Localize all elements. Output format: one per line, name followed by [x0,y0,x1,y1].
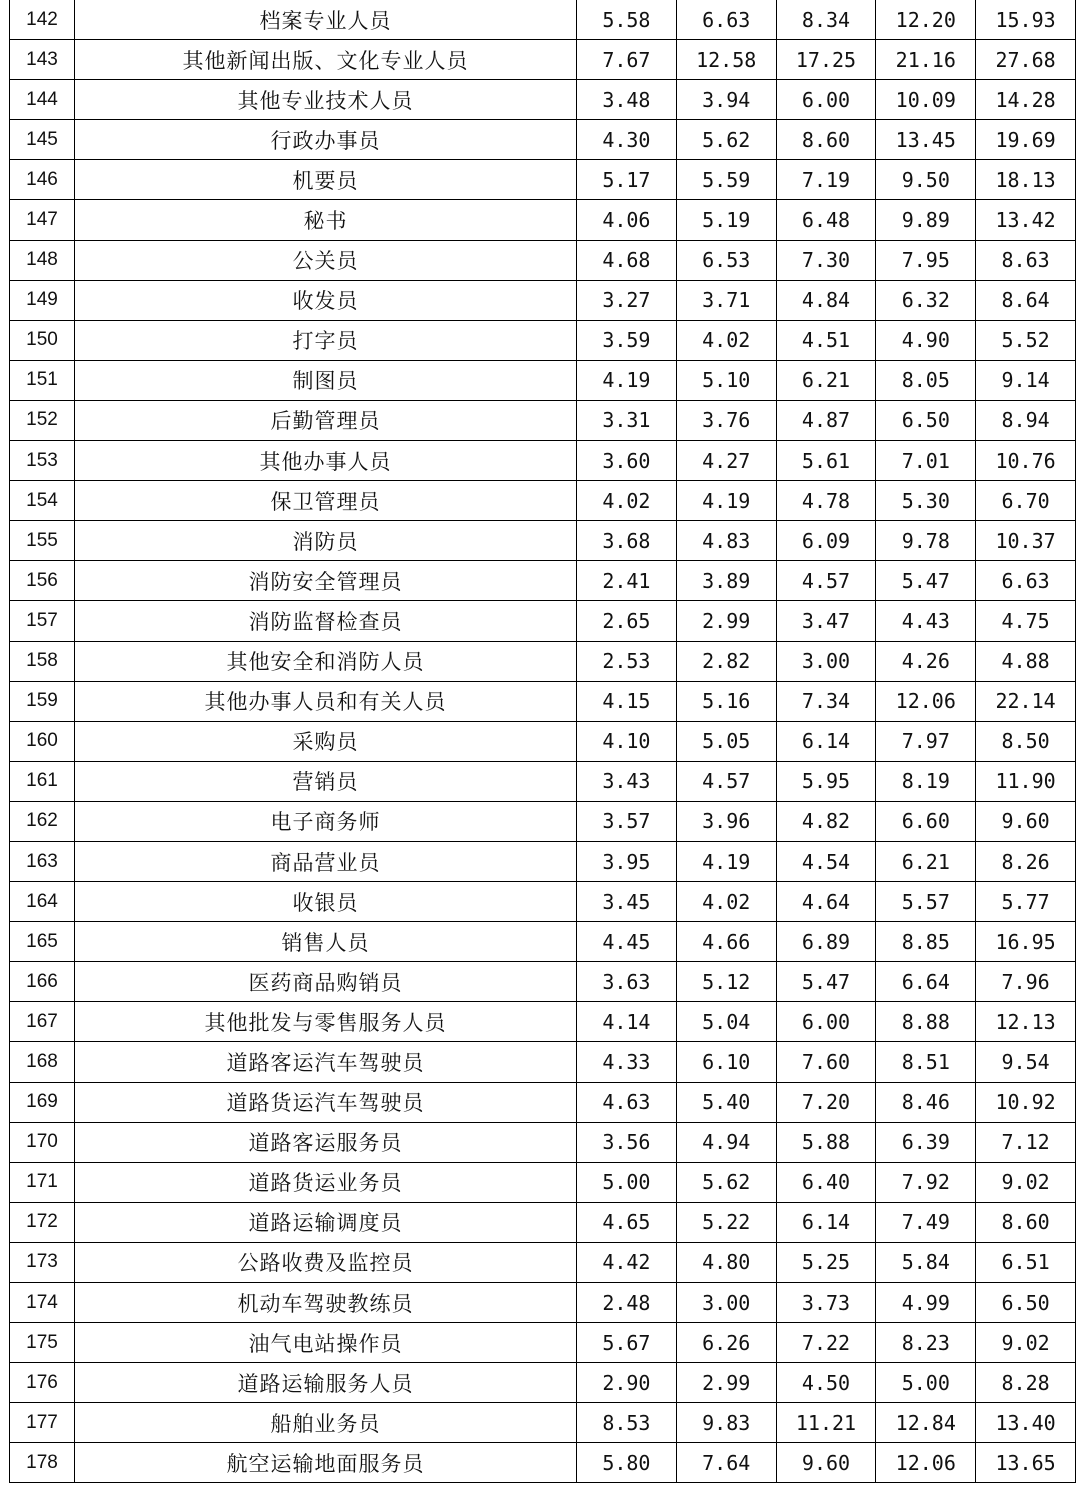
table-body [10,0,1076,1483]
value-cell-4: 5.00 [876,1363,976,1403]
value-cell-2: 3.00 [676,1283,776,1323]
value-cell-5: 7.96 [976,962,1076,1002]
value-cell-3: 6.14 [776,1202,876,1242]
value-cell-1: 4.14 [577,1002,677,1042]
value-cell-1: 4.19 [577,360,677,400]
value-cell-2: 7.64 [676,1443,776,1483]
value-cell-1: 4.15 [577,681,677,721]
value-cell-2: 5.10 [676,360,776,400]
value-cell-5: 4.88 [976,641,1076,681]
row-number: 157 [10,601,75,641]
value-cell-1: 4.33 [577,1042,677,1082]
value-cell-1: 5.80 [577,1443,677,1483]
value-cell-4: 12.84 [876,1403,976,1443]
table-row [10,1323,1076,1363]
value-cell-3: 6.40 [776,1162,876,1202]
value-cell-5: 8.64 [976,280,1076,320]
row-number: 171 [10,1162,75,1202]
value-cell-4: 4.90 [876,320,976,360]
value-cell-5: 12.13 [976,1002,1076,1042]
occupation-name: 收发员 [75,280,577,320]
value-cell-3: 9.60 [776,1443,876,1483]
value-cell-4: 7.01 [876,441,976,481]
row-number: 148 [10,240,75,280]
value-cell-5: 27.68 [976,40,1076,80]
value-cell-4: 6.50 [876,400,976,440]
value-cell-5: 11.90 [976,761,1076,801]
value-cell-4: 8.88 [876,1002,976,1042]
occupation-name: 电子商务师 [75,801,577,841]
value-cell-1: 7.67 [577,40,677,80]
value-cell-5: 13.65 [976,1443,1076,1483]
value-cell-1: 4.06 [577,200,677,240]
value-cell-1: 5.67 [577,1323,677,1363]
row-number: 153 [10,441,75,481]
occupation-name: 船舶业务员 [75,1403,577,1443]
value-cell-1: 3.68 [577,521,677,561]
value-cell-4: 7.97 [876,721,976,761]
value-cell-1: 3.43 [577,761,677,801]
occupation-name: 消防监督检查员 [75,601,577,641]
value-cell-3: 17.25 [776,40,876,80]
value-cell-4: 5.47 [876,561,976,601]
value-cell-2: 4.66 [676,922,776,962]
value-cell-4: 6.64 [876,962,976,1002]
occupation-name: 其他安全和消防人员 [75,641,577,681]
value-cell-1: 2.90 [577,1363,677,1403]
value-cell-3: 6.21 [776,360,876,400]
value-cell-5: 8.50 [976,721,1076,761]
occupation-name: 其他专业技术人员 [75,80,577,120]
value-cell-4: 6.39 [876,1122,976,1162]
row-number: 147 [10,200,75,240]
value-cell-3: 5.95 [776,761,876,801]
occupation-name: 其他办事人员和有关人员 [75,681,577,721]
value-cell-1: 8.53 [577,1403,677,1443]
row-number: 178 [10,1443,75,1483]
value-cell-2: 4.94 [676,1122,776,1162]
value-cell-4: 9.89 [876,200,976,240]
occupation-name: 道路货运汽车驾驶员 [75,1082,577,1122]
occupation-name: 油气电站操作员 [75,1323,577,1363]
value-cell-2: 5.22 [676,1202,776,1242]
row-number: 168 [10,1042,75,1082]
table-row [10,360,1076,400]
value-cell-4: 13.45 [876,120,976,160]
value-cell-2: 5.16 [676,681,776,721]
occupation-name: 医药商品购销员 [75,962,577,1002]
value-cell-1: 4.63 [577,1082,677,1122]
occupation-name: 后勤管理员 [75,400,577,440]
value-cell-2: 12.58 [676,40,776,80]
row-number: 165 [10,922,75,962]
row-number: 166 [10,962,75,1002]
table-row [10,561,1076,601]
value-cell-1: 5.58 [577,0,677,40]
value-cell-5: 22.14 [976,681,1076,721]
table-row [10,922,1076,962]
occupation-name: 其他办事人员 [75,441,577,481]
row-number: 176 [10,1363,75,1403]
value-cell-2: 5.62 [676,1162,776,1202]
value-cell-3: 8.60 [776,120,876,160]
row-number: 167 [10,1002,75,1042]
value-cell-5: 8.94 [976,400,1076,440]
table-row [10,1443,1076,1483]
table-row [10,641,1076,681]
value-cell-1: 3.57 [577,801,677,841]
value-cell-3: 4.51 [776,320,876,360]
value-cell-4: 8.23 [876,1323,976,1363]
table-row [10,1363,1076,1403]
row-number: 177 [10,1403,75,1443]
value-cell-1: 2.65 [577,601,677,641]
value-cell-1: 4.45 [577,922,677,962]
value-cell-2: 9.83 [676,1403,776,1443]
table-row [10,280,1076,320]
value-cell-5: 16.95 [976,922,1076,962]
value-cell-2: 4.19 [676,481,776,521]
value-cell-5: 9.02 [976,1323,1076,1363]
occupation-name: 公路收费及监控员 [75,1242,577,1282]
value-cell-2: 5.19 [676,200,776,240]
row-number: 162 [10,801,75,841]
value-cell-3: 6.14 [776,721,876,761]
value-cell-5: 5.52 [976,320,1076,360]
value-cell-3: 7.30 [776,240,876,280]
value-cell-3: 4.84 [776,280,876,320]
value-cell-5: 14.28 [976,80,1076,120]
table-row [10,160,1076,200]
value-cell-3: 4.78 [776,481,876,521]
value-cell-2: 5.62 [676,120,776,160]
value-cell-5: 9.02 [976,1162,1076,1202]
table-row [10,0,1076,40]
data-table [9,0,1076,1483]
value-cell-5: 13.42 [976,200,1076,240]
table-row [10,521,1076,561]
value-cell-3: 8.34 [776,0,876,40]
occupation-wage-table [9,0,1075,1483]
occupation-name: 采购员 [75,721,577,761]
occupation-name: 道路客运服务员 [75,1122,577,1162]
value-cell-2: 5.04 [676,1002,776,1042]
table-row [10,1122,1076,1162]
value-cell-3: 6.89 [776,922,876,962]
value-cell-3: 3.73 [776,1283,876,1323]
value-cell-3: 6.00 [776,1002,876,1042]
value-cell-2: 6.53 [676,240,776,280]
value-cell-2: 4.02 [676,320,776,360]
value-cell-4: 8.85 [876,922,976,962]
table-row [10,681,1076,721]
value-cell-1: 2.41 [577,561,677,601]
value-cell-5: 18.13 [976,160,1076,200]
occupation-name: 保卫管理员 [75,481,577,521]
value-cell-1: 3.60 [577,441,677,481]
value-cell-4: 6.32 [876,280,976,320]
value-cell-3: 4.87 [776,400,876,440]
value-cell-2: 5.40 [676,1082,776,1122]
value-cell-5: 9.14 [976,360,1076,400]
value-cell-3: 4.64 [776,882,876,922]
value-cell-2: 3.89 [676,561,776,601]
occupation-name: 销售人员 [75,922,577,962]
table-row [10,40,1076,80]
row-number: 156 [10,561,75,601]
value-cell-1: 4.02 [577,481,677,521]
table-row [10,882,1076,922]
value-cell-4: 8.51 [876,1042,976,1082]
row-number: 175 [10,1323,75,1363]
value-cell-5: 9.54 [976,1042,1076,1082]
row-number: 158 [10,641,75,681]
occupation-name: 行政办事员 [75,120,577,160]
value-cell-5: 4.75 [976,601,1076,641]
row-number: 149 [10,280,75,320]
value-cell-5: 6.50 [976,1283,1076,1323]
row-number: 163 [10,841,75,881]
table-row [10,1082,1076,1122]
table-row [10,240,1076,280]
occupation-name: 收银员 [75,882,577,922]
occupation-name: 公关员 [75,240,577,280]
value-cell-4: 12.06 [876,681,976,721]
value-cell-5: 10.76 [976,441,1076,481]
value-cell-5: 13.40 [976,1403,1076,1443]
row-number: 173 [10,1242,75,1282]
row-number: 142 [10,0,75,40]
value-cell-2: 6.10 [676,1042,776,1082]
value-cell-5: 8.63 [976,240,1076,280]
value-cell-4: 4.99 [876,1283,976,1323]
value-cell-2: 3.71 [676,280,776,320]
occupation-name: 其他新闻出版、文化专业人员 [75,40,577,80]
value-cell-2: 3.96 [676,801,776,841]
row-number: 169 [10,1082,75,1122]
value-cell-3: 11.21 [776,1403,876,1443]
value-cell-3: 6.09 [776,521,876,561]
row-number: 145 [10,120,75,160]
value-cell-5: 6.51 [976,1242,1076,1282]
value-cell-1: 4.68 [577,240,677,280]
row-number: 164 [10,882,75,922]
value-cell-5: 7.12 [976,1122,1076,1162]
value-cell-1: 3.95 [577,841,677,881]
value-cell-2: 5.05 [676,721,776,761]
value-cell-5: 15.93 [976,0,1076,40]
table-row [10,801,1076,841]
value-cell-2: 3.76 [676,400,776,440]
value-cell-2: 2.99 [676,601,776,641]
value-cell-4: 7.92 [876,1162,976,1202]
value-cell-1: 5.00 [577,1162,677,1202]
value-cell-2: 4.19 [676,841,776,881]
occupation-name: 道路客运汽车驾驶员 [75,1042,577,1082]
occupation-name: 秘书 [75,200,577,240]
value-cell-3: 7.20 [776,1082,876,1122]
value-cell-2: 5.12 [676,962,776,1002]
value-cell-2: 6.63 [676,0,776,40]
value-cell-4: 21.16 [876,40,976,80]
row-number: 161 [10,761,75,801]
occupation-name: 其他批发与零售服务人员 [75,1002,577,1042]
value-cell-4: 8.05 [876,360,976,400]
value-cell-2: 2.99 [676,1363,776,1403]
value-cell-2: 3.94 [676,80,776,120]
table-row [10,1162,1076,1202]
value-cell-1: 3.56 [577,1122,677,1162]
value-cell-5: 8.60 [976,1202,1076,1242]
value-cell-2: 5.59 [676,160,776,200]
value-cell-1: 3.31 [577,400,677,440]
occupation-name: 机要员 [75,160,577,200]
value-cell-5: 19.69 [976,120,1076,160]
value-cell-4: 4.26 [876,641,976,681]
value-cell-4: 10.09 [876,80,976,120]
table-row [10,1002,1076,1042]
row-number: 150 [10,320,75,360]
value-cell-2: 4.57 [676,761,776,801]
value-cell-4: 7.95 [876,240,976,280]
value-cell-3: 3.47 [776,601,876,641]
value-cell-3: 5.47 [776,962,876,1002]
value-cell-2: 4.27 [676,441,776,481]
value-cell-3: 7.60 [776,1042,876,1082]
value-cell-1: 3.27 [577,280,677,320]
occupation-name: 打字员 [75,320,577,360]
occupation-name: 道路货运业务员 [75,1162,577,1202]
table-row [10,1202,1076,1242]
value-cell-3: 5.61 [776,441,876,481]
occupation-name: 消防安全管理员 [75,561,577,601]
table-row [10,320,1076,360]
value-cell-1: 3.48 [577,80,677,120]
value-cell-3: 4.50 [776,1363,876,1403]
table-row [10,721,1076,761]
value-cell-1: 4.10 [577,721,677,761]
occupation-name: 道路运输服务人员 [75,1363,577,1403]
table-row [10,200,1076,240]
value-cell-1: 2.48 [577,1283,677,1323]
row-number: 160 [10,721,75,761]
table-row [10,1403,1076,1443]
occupation-name: 航空运输地面服务员 [75,1443,577,1483]
value-cell-2: 4.80 [676,1242,776,1282]
value-cell-4: 9.78 [876,521,976,561]
value-cell-1: 4.42 [577,1242,677,1282]
value-cell-3: 7.19 [776,160,876,200]
value-cell-5: 8.26 [976,841,1076,881]
table-row [10,80,1076,120]
occupation-name: 制图员 [75,360,577,400]
value-cell-2: 2.82 [676,641,776,681]
value-cell-3: 7.34 [776,681,876,721]
row-number: 172 [10,1202,75,1242]
value-cell-4: 4.43 [876,601,976,641]
value-cell-3: 6.00 [776,80,876,120]
occupation-name: 营销员 [75,761,577,801]
occupation-name: 机动车驾驶教练员 [75,1283,577,1323]
value-cell-4: 6.60 [876,801,976,841]
table-row [10,1242,1076,1282]
value-cell-3: 5.25 [776,1242,876,1282]
value-cell-1: 2.53 [577,641,677,681]
value-cell-1: 4.30 [577,120,677,160]
row-number: 170 [10,1122,75,1162]
value-cell-4: 12.20 [876,0,976,40]
table-row [10,1283,1076,1323]
occupation-name: 消防员 [75,521,577,561]
value-cell-5: 10.37 [976,521,1076,561]
row-number: 155 [10,521,75,561]
value-cell-4: 7.49 [876,1202,976,1242]
table-row [10,481,1076,521]
occupation-name: 道路运输调度员 [75,1202,577,1242]
row-number: 159 [10,681,75,721]
value-cell-5: 6.70 [976,481,1076,521]
row-number: 144 [10,80,75,120]
value-cell-3: 4.57 [776,561,876,601]
value-cell-1: 3.63 [577,962,677,1002]
value-cell-2: 4.83 [676,521,776,561]
row-number: 143 [10,40,75,80]
value-cell-5: 10.92 [976,1082,1076,1122]
row-number: 154 [10,481,75,521]
table-row [10,962,1076,1002]
table-row [10,841,1076,881]
occupation-name: 商品营业员 [75,841,577,881]
value-cell-3: 4.82 [776,801,876,841]
value-cell-4: 8.19 [876,761,976,801]
value-cell-1: 3.59 [577,320,677,360]
table-row [10,441,1076,481]
table-row [10,601,1076,641]
row-number: 151 [10,360,75,400]
value-cell-5: 9.60 [976,801,1076,841]
value-cell-5: 5.77 [976,882,1076,922]
value-cell-4: 12.06 [876,1443,976,1483]
value-cell-3: 5.88 [776,1122,876,1162]
value-cell-4: 5.30 [876,481,976,521]
occupation-name: 档案专业人员 [75,0,577,40]
value-cell-3: 7.22 [776,1323,876,1363]
value-cell-4: 8.46 [876,1082,976,1122]
row-number: 152 [10,400,75,440]
value-cell-5: 6.63 [976,561,1076,601]
value-cell-3: 3.00 [776,641,876,681]
value-cell-1: 3.45 [577,882,677,922]
table-row [10,400,1076,440]
value-cell-4: 5.84 [876,1242,976,1282]
value-cell-4: 6.21 [876,841,976,881]
value-cell-4: 5.57 [876,882,976,922]
value-cell-4: 9.50 [876,160,976,200]
value-cell-1: 4.65 [577,1202,677,1242]
value-cell-1: 5.17 [577,160,677,200]
table-row [10,761,1076,801]
row-number: 174 [10,1283,75,1323]
value-cell-3: 6.48 [776,200,876,240]
table-row [10,120,1076,160]
table-row [10,1042,1076,1082]
value-cell-3: 4.54 [776,841,876,881]
value-cell-2: 6.26 [676,1323,776,1363]
value-cell-5: 8.28 [976,1363,1076,1403]
row-number: 146 [10,160,75,200]
value-cell-2: 4.02 [676,882,776,922]
